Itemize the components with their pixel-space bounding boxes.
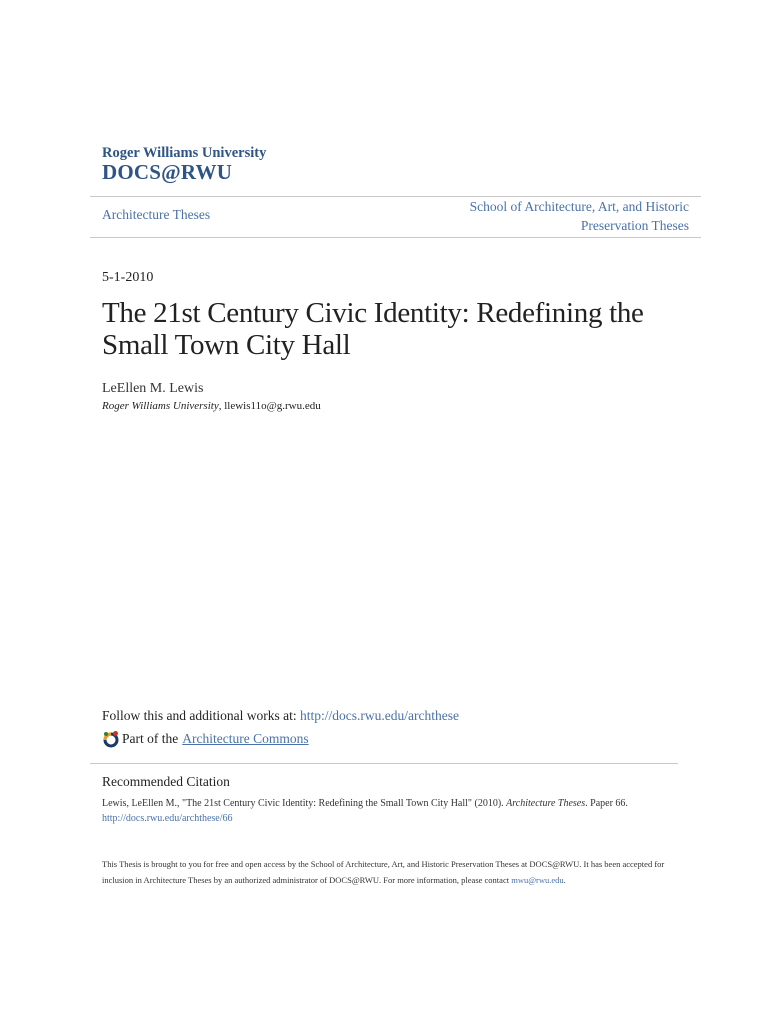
paper-title-line2: Small Town City Hall bbox=[102, 329, 351, 361]
paper-title bbox=[102, 297, 702, 361]
part-of-label: Part of the bbox=[122, 731, 179, 746]
citation-tail: . Paper 66. bbox=[585, 798, 628, 809]
school-link-line2: Preservation Theses bbox=[580, 218, 689, 233]
divider bbox=[90, 763, 678, 764]
school-link-line1: School of Architecture, Art, and Historic bbox=[469, 199, 689, 214]
access-notice-end: . bbox=[563, 875, 566, 885]
architecture-commons-link[interactable]: Architecture Commons bbox=[182, 731, 309, 746]
follow-line bbox=[102, 708, 459, 724]
publication-date: 5-1-2010 bbox=[102, 270, 154, 285]
access-notice-text: This Thesis is brought to you for free and open access by the School of Architecture, Art, and Historic Preservation Theses at DOCS@RWU. It has been accepted for inclusion in Architecture Theses by an authorized administrator of DOCS@RWU. For more information, please contact bbox=[102, 859, 665, 885]
citation-heading: Recommended Citation bbox=[102, 774, 230, 789]
part-of-line bbox=[102, 730, 309, 748]
access-notice bbox=[102, 856, 682, 888]
citation-main: Lewis, LeEllen M., "The 21st Century Civic Identity: Redefining the Small Town City Hall" (2010). bbox=[102, 798, 507, 809]
school-link[interactable] bbox=[429, 197, 689, 235]
divider bbox=[90, 237, 701, 238]
author-email: , llewis11o@g.rwu.edu bbox=[218, 400, 321, 412]
citation-text bbox=[102, 796, 682, 826]
paper-title-line1: The 21st Century Civic Identity: Redefining the bbox=[102, 297, 644, 329]
citation-url-link[interactable]: http://docs.rwu.edu/archthese/66 bbox=[102, 813, 233, 824]
university-name[interactable]: Roger Williams University bbox=[102, 145, 267, 161]
follow-url-link[interactable]: http://docs.rwu.edu/archthese bbox=[300, 708, 459, 723]
network-commons-icon bbox=[102, 730, 120, 748]
author-name: LeEllen M. Lewis bbox=[102, 381, 204, 396]
follow-label: Follow this and additional works at: bbox=[102, 708, 300, 723]
author-affiliation bbox=[102, 400, 321, 412]
affiliation-name: Roger Williams University bbox=[102, 400, 219, 412]
citation-series: Architecture Theses bbox=[506, 798, 586, 809]
series-link[interactable]: Architecture Theses bbox=[102, 207, 211, 222]
contact-email-link[interactable]: mwu@rwu.edu bbox=[511, 875, 564, 885]
repository-name[interactable]: DOCS@RWU bbox=[102, 160, 233, 184]
